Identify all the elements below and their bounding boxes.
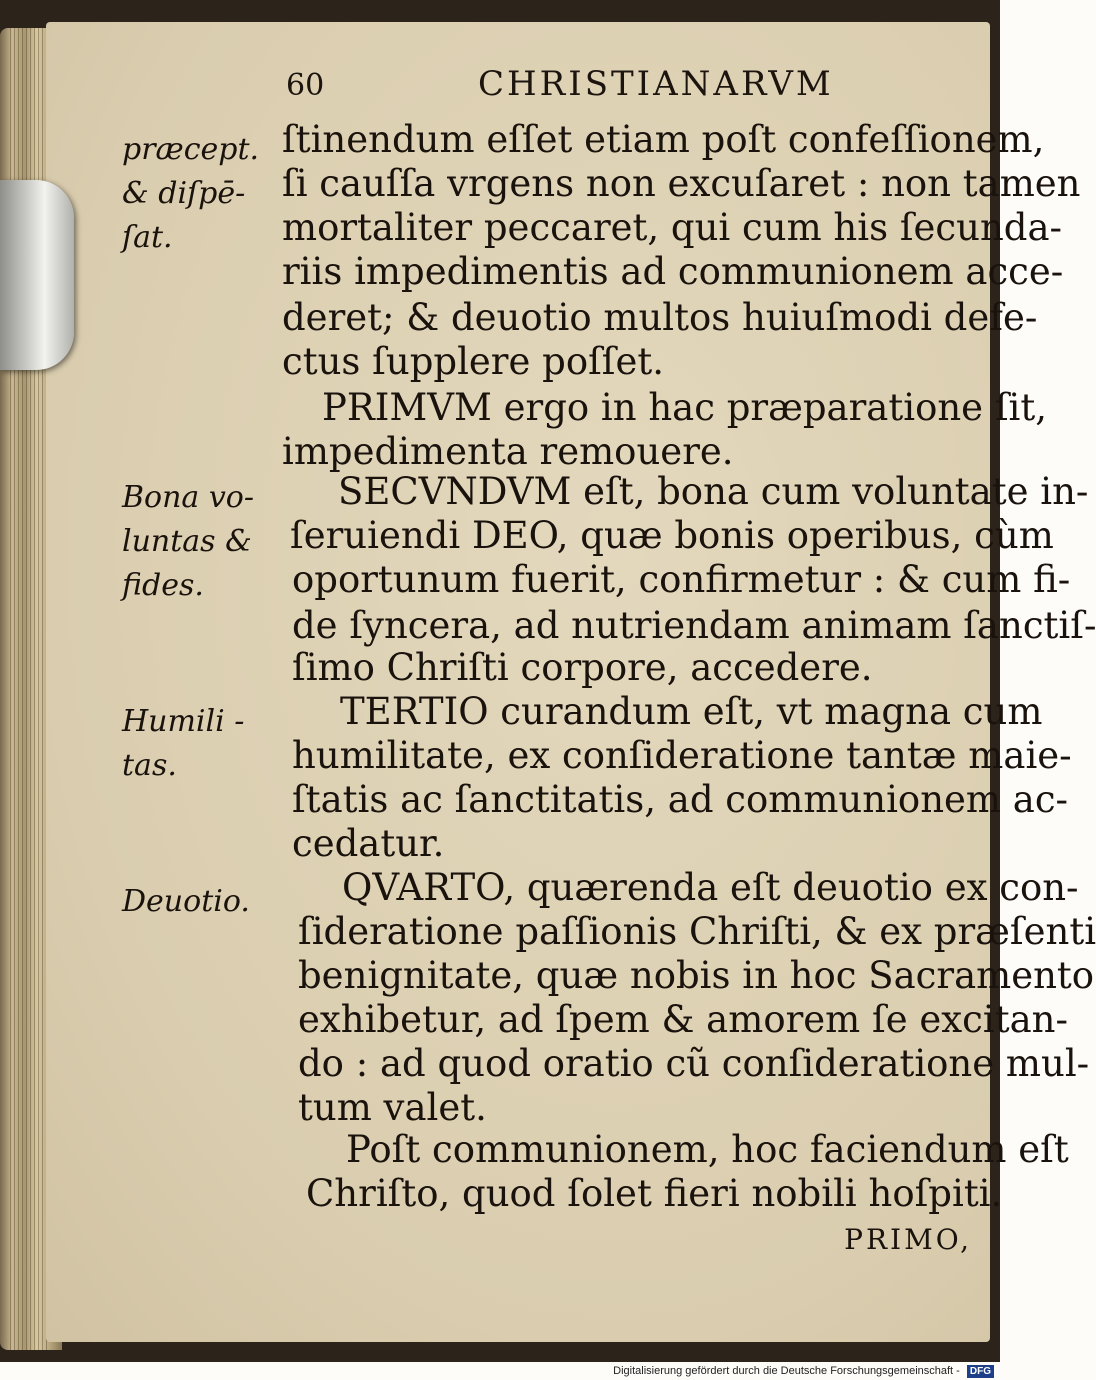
text-line: Chriſto, quod ſolet fieri nobili hoſpiti. — [306, 1172, 1003, 1215]
margin-note-deuotio — [122, 880, 282, 924]
text-line: exhibetur, ad ſpem & amorem ſe excitan- — [298, 998, 1068, 1041]
page-number: 60 — [286, 68, 325, 103]
text-line: do : ad quod oratio cũ conſideratione mul- — [298, 1042, 1090, 1085]
text-line: Poſt communionem, hoc faciendum eſt — [346, 1128, 1069, 1171]
text-line: ctus ſupplere poſſet. — [282, 340, 665, 383]
text-line: tum valet. — [298, 1086, 487, 1129]
margin-note-line: tas. — [122, 748, 177, 783]
page-header — [0, 60, 1000, 110]
running-title: CHRISTIANARVM — [478, 64, 834, 104]
margin-note-line: ſat. — [122, 220, 173, 255]
text-line: mortaliter peccaret, qui cum his ſecunda- — [282, 206, 1063, 249]
text-line: humilitate, ex conſideratione tantæ maie- — [292, 734, 1072, 777]
text-line: PRIMVM ergo in hac præparatione ſit, — [322, 386, 1047, 429]
margin-note-praecept — [122, 128, 282, 260]
margin-note-line: Humili - — [122, 704, 245, 739]
margin-note-line: & diſpē- — [122, 176, 246, 211]
margin-note-line: præcept. — [122, 132, 260, 167]
text-line: ſtinendum eſſet etiam poſt confeſſionem, — [282, 118, 1045, 161]
margin-note-bona-voluntas — [122, 476, 282, 608]
page-clip — [0, 180, 74, 370]
text-line: cedatur. — [292, 822, 445, 865]
margin-note-line: luntas & — [122, 524, 252, 559]
credit-text: Digitalisierung gefördert durch die Deutsche Forschungsgemeinschaft - — [613, 1365, 960, 1377]
text-line: ſeruiendi DEO, quæ bonis operibus, cùm — [290, 514, 1054, 557]
digitization-credit — [613, 1362, 994, 1380]
text-line: TERTIO curandum eſt, vt magna cum — [340, 690, 1043, 733]
text-line: ſimo Chriſti corpore, accedere. — [292, 646, 873, 689]
margin-note-humilitas — [122, 700, 282, 788]
text-line: SECVNDVM eſt, bona cum voluntate in- — [338, 470, 1089, 513]
margin-note-line: fides. — [122, 568, 204, 603]
text-line: oportunum fuerit, confirmetur : & cum fi- — [292, 558, 1071, 601]
text-line: deret; & deuotio multos huiuſmodi defe- — [282, 296, 1038, 339]
catchword: PRIMO, — [844, 1223, 972, 1256]
text-line: de ſyncera, ad nutriendam animam ſanctiſ- — [292, 604, 1096, 647]
text-line: ſideratione paſſionis Chriſti, & ex præſenti — [298, 910, 1096, 953]
text-line: ſi cauſſa vrgens non excuſaret : non tamen — [282, 162, 1081, 205]
margin-note-line: Bona vo- — [122, 480, 254, 515]
text-line: QVARTO, quærenda eſt deuotio ex con- — [342, 866, 1079, 909]
text-line: ſtatis ac ſanctitatis, ad communionem ac- — [292, 778, 1069, 821]
dfg-logo: DFG — [967, 1365, 994, 1378]
text-line: riis impedimentis ad communionem acce- — [282, 250, 1064, 293]
text-line: benignitate, quæ nobis in hoc Sacramento — [298, 954, 1095, 997]
text-line: impedimenta remouere. — [282, 430, 734, 473]
margin-note-line: Deuotio. — [122, 884, 250, 919]
